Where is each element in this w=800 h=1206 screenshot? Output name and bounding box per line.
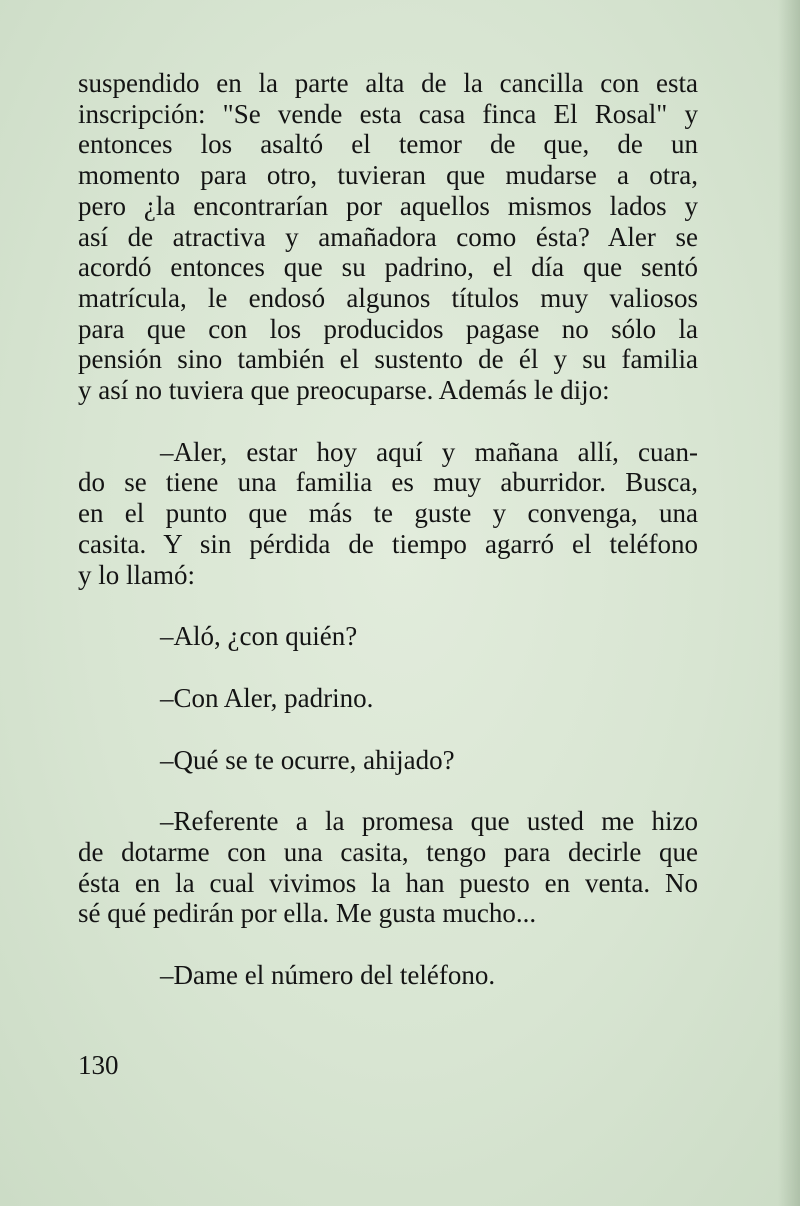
text-line: inscripción: "Se vende esta casa finca El Rosal" y (78, 98, 698, 129)
body-text (78, 68, 698, 991)
dialog-line: –Con Aler, padrino. (160, 682, 374, 713)
text-line: pero ¿la encontrarían por aquellos mismos lados y (78, 190, 698, 221)
page-number: 130 (78, 1050, 119, 1080)
text-line: pensión sino también el sustento de él y su familia (78, 344, 698, 375)
text-line: de dotarme con una casita, tengo para decirle que (78, 837, 698, 868)
text-line: suspendido en la parte alta de la cancilla con esta (78, 68, 698, 98)
text-line: –Referente a la promesa que usted me hizo (160, 806, 698, 837)
text-line: y así no tuviera que preocuparse. Además le dijo: (78, 375, 610, 406)
paragraph (78, 68, 698, 406)
paragraph (78, 437, 698, 591)
text-line: sé qué pedirán por ella. Me gusta mucho... (78, 898, 537, 929)
text-line: casita. Y sin pérdida de tiempo agarró el teléfono (78, 528, 698, 559)
text-line: ésta en la cual vivimos la han puesto en venta. No (78, 867, 698, 898)
text-line: para que con los producidos pagase no sólo la (78, 313, 698, 344)
paragraph (78, 806, 698, 929)
text-line: y lo llamó: (78, 559, 195, 590)
text-line: en el punto que más te guste y convenga, una (78, 498, 698, 529)
text-line: entonces los asaltó el temor de que, de un (78, 129, 698, 160)
text-line: matrícula, le endosó algunos títulos muy valiosos (78, 282, 698, 313)
dialog-line: –Aló, ¿con quién? (160, 621, 358, 652)
text-line: así de atractiva y amañadora como ésta? Aler se (78, 221, 698, 252)
page-edge-shadow (778, 0, 800, 1206)
text-line: do se tiene una familia es muy aburridor. Busca, (78, 467, 698, 498)
dialog-line: –Qué se te ocurre, ahijado? (160, 744, 455, 775)
text-line: momento para otro, tuvieran que mudarse a otra, (78, 160, 698, 191)
dialog-line: –Dame el número del teléfono. (160, 960, 496, 991)
text-line: acordó entonces que su padrino, el día que sentó (78, 252, 698, 283)
text-line: –Aler, estar hoy aquí y mañana allí, cuan- (160, 436, 698, 467)
